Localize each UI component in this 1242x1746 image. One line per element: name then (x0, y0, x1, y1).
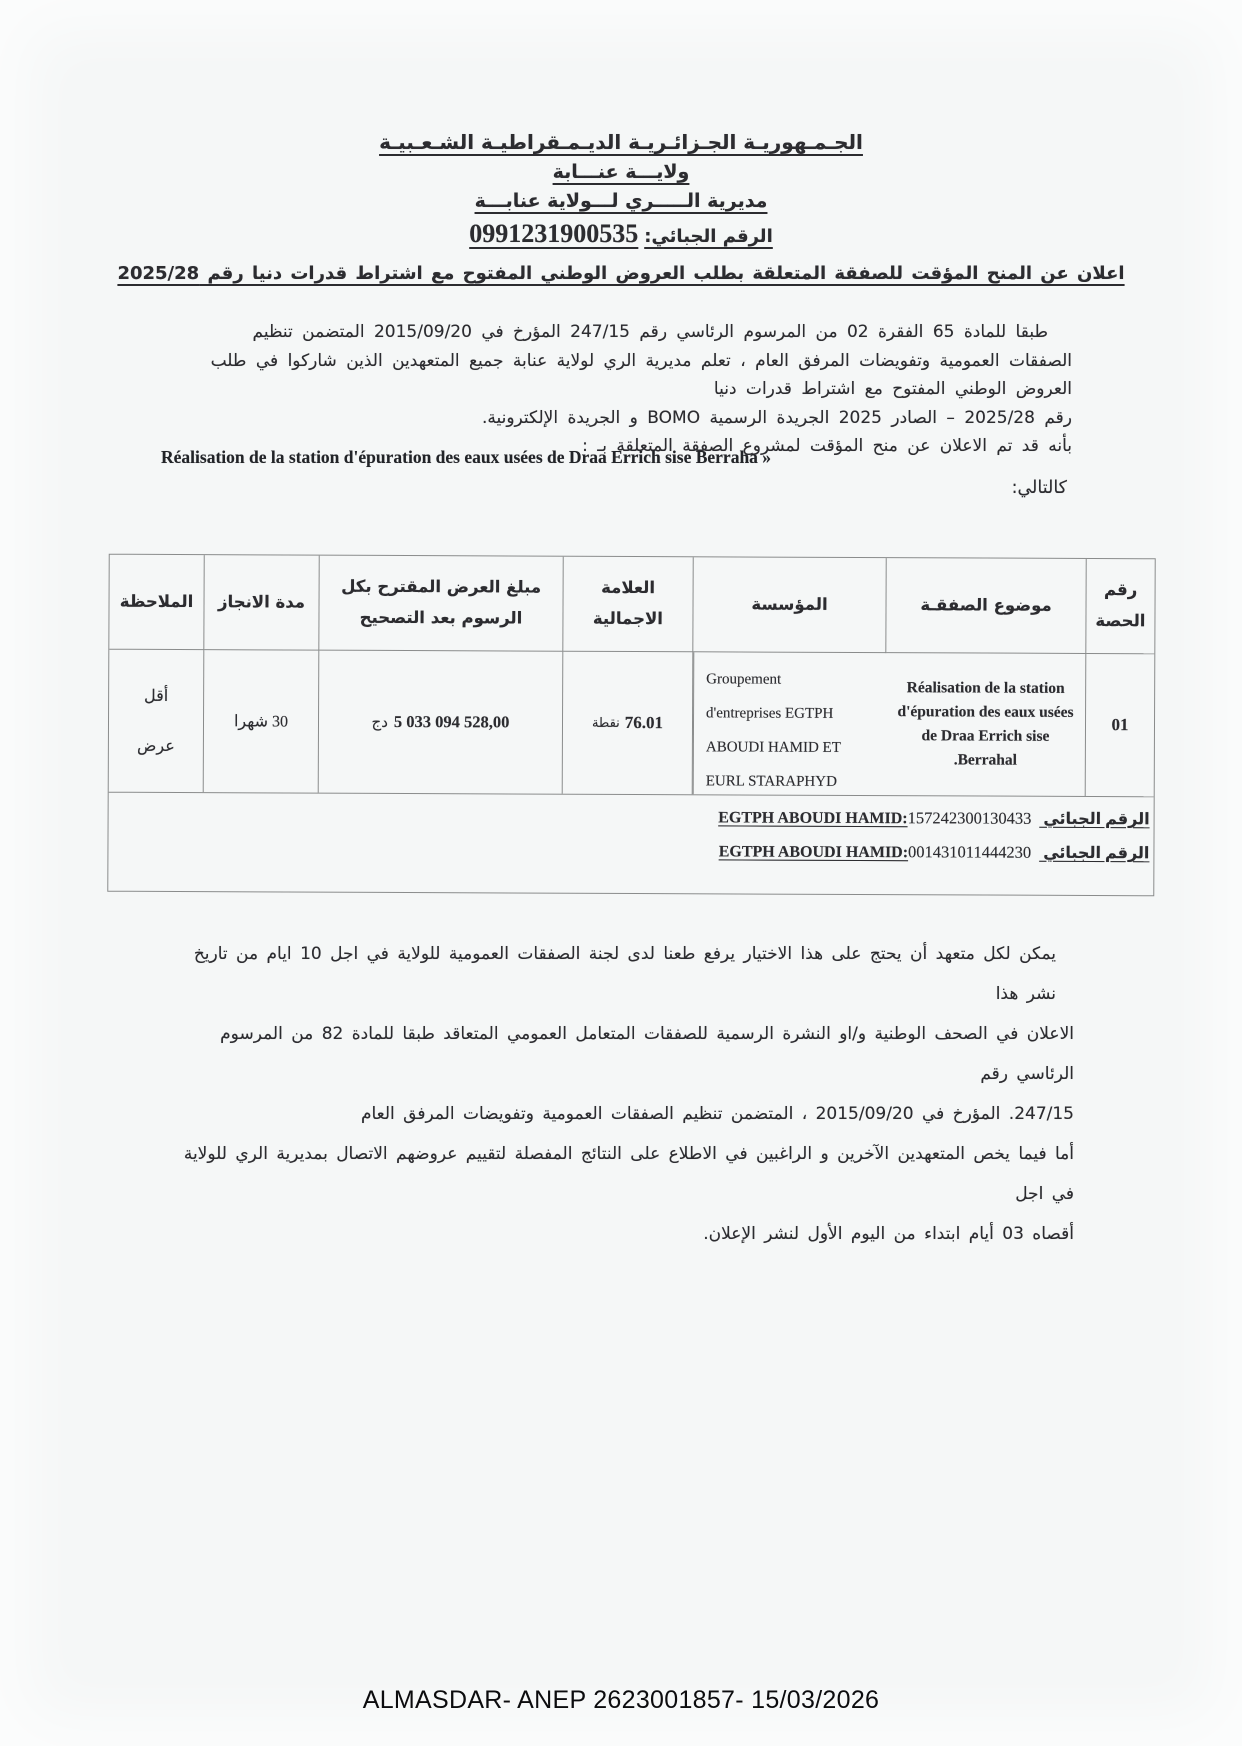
col-header-offer-amount: مبلغ العرض المقترح بكل الرسوم بعد التصحيح (319, 556, 563, 652)
cell-total-score (563, 652, 694, 795)
closing-line-5: أقصاه 03 أيام ابتداء من اليوم الأول لنشر الإعلان. (703, 1224, 1074, 1244)
intro-line-5: بأنه قد تم الاعلان عن منح المؤقت لمشروع الصفقة المتعلقة بـ : (582, 436, 1072, 456)
score-value: 76.01 (624, 712, 664, 733)
cell-contract-subject: Réalisation de la station d'épuration des eaux usées de Draa Errich sise Berrahal. (886, 653, 1087, 796)
announcement-title: اعلان عن المنح المؤقت للصفقة المتعلقة بطلب العروض الوطني المفتوح مع اشتراط قدرات دنيا رقم 2025/28 (117, 263, 1125, 284)
header-tax-id-line (469, 219, 772, 249)
amount-value: 5 033 094 528,00 (393, 711, 510, 732)
tax-id-number: 0991231900535 (469, 219, 639, 248)
closing-line-4: أما فيما يخص المتعهدين الآخرين و الراغبين في الاطلاع على النتائج المفصلة لتقييم عروضهم الاتصال بمديرية الري للولاية في اجل (183, 1144, 1074, 1204)
col-header-duration: مدة الانجاز (204, 555, 319, 651)
tax-id-line-2 (108, 839, 1149, 864)
col-header-company: المؤسسة (693, 557, 886, 653)
header-directorate-line: مديرية الـــــري لـــولاية عنابـــة (474, 190, 768, 212)
company-name: Groupement d'entreprises EGTPH ABOUDI HAMID ET EURL STARAPHYD (705, 671, 841, 790)
tax-id-1-label: الرقم الجبائي EGTPH ABOUDI HAMID: (718, 809, 1150, 829)
cell-company (693, 652, 887, 795)
tax-id-2-number: 001431011444230 (908, 842, 1032, 862)
header-wilaya-line: ولايـــة عنـــابة (552, 161, 690, 183)
intro-line-1: طبقا للمادة 65 الفقرة 02 من المرسوم الرئاسي رقم 247/15 المؤرخ في 2015/09/20 المتضمن تنظيم (252, 322, 1048, 342)
tax-id-section (108, 792, 1153, 864)
closing-line-2: الاعلان في الصحف الوطنية و/او النشرة الرسمية للصفقات المتعامل العمومي المتعاقد طبقا للمادة 82 من المرسوم الرئاسي رقم (220, 1024, 1074, 1084)
tax-id-1-number: 157242300130433 (907, 808, 1032, 828)
intro-line-3: العروض الوطني المفتوح مع اشتراط قدرات دنيا (713, 379, 1072, 399)
amount-currency: دج (371, 712, 388, 731)
tax-id-line-1 (109, 805, 1150, 830)
col-header-note: الملاحظة (109, 555, 204, 650)
cell-note (109, 650, 205, 792)
award-table (107, 554, 1155, 897)
anep-imprint: ALMASDAR- ANEP 2623001857- 15/03/2026 (362, 1686, 880, 1714)
intro-paragraph (157, 318, 1072, 461)
col-header-lot-number: رقم الحصة (1086, 559, 1154, 654)
tax-id-label: الرقم الجبائي: (644, 226, 773, 247)
col-header-total-score: العلامة الاجمالية (563, 557, 693, 653)
as-follows-label: كالتالي: (1011, 478, 1067, 498)
closing-line-3: 247/15. المؤرخ في 2015/09/20 ، المتضمن تنظيم الصفقات العمومية وتفويضات المرفق العام (360, 1104, 1074, 1124)
note-text: أقل عرض (137, 685, 175, 756)
project-title-fr: Réalisation de la station d'épuration des eaux usées de Draa Errich sise Berraha » (161, 447, 772, 467)
cell-offer-amount (319, 651, 564, 794)
col-header-contract-subject: موضوع الصفقـة (886, 558, 1086, 654)
award-table-grid (109, 555, 1155, 797)
header-country-line: الجـمـهوريـة الجـزائـريـة الديـمـقراطيـة الشـعـبيـة (379, 130, 863, 154)
document-header (0, 130, 1242, 256)
intro-line-2: الصفقات العمومية وتفويضات المرفق العام ، تعلم مديرية الري لولاية عنابة جميع المتعهدين الذين شاركوا في طلب (210, 350, 1072, 371)
score-unit: نقطة (591, 715, 620, 731)
intro-line-4: رقم 2025/28 – الصادر 2025 الجريدة الرسمية BOMO و الجريدة الإلكترونية. (481, 407, 1072, 428)
cell-lot-number: 01 (1111, 715, 1129, 735)
closing-paragraph (159, 934, 1074, 1254)
tax-id-2-label: الرقم الجبائي EGTPH ABOUDI HAMID: (718, 843, 1150, 863)
closing-line-1: يمكن لكل متعهد أن يحتج على هذا الاختيار يرفع طعنا لدى لجنة الصفقات العمومية للولاية في اجل 10 ايام من تاريخ نشر هذا (193, 944, 1056, 1004)
cell-duration: 30 شهرا (204, 650, 320, 793)
